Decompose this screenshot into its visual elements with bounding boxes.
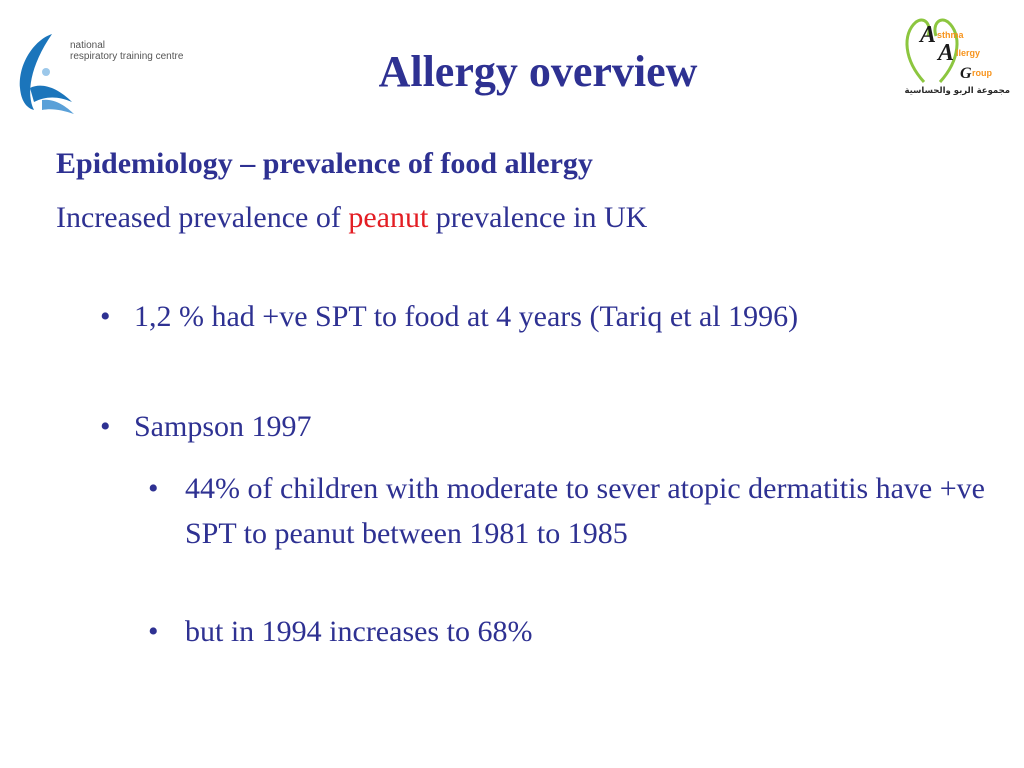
aag-word-llergy: llergy <box>956 48 981 58</box>
aag-word-roup: roup <box>972 68 992 78</box>
intro-highlight-peanut: peanut <box>348 201 429 234</box>
intro-text-before: Increased prevalence of <box>56 201 349 234</box>
nrtc-name-line-1: national <box>70 40 106 51</box>
sub-bullet-item <box>148 466 988 556</box>
section-subtitle: Epidemiology – prevalence of food allergy <box>56 147 593 180</box>
nrtc-name-line-2: respiratory training centre <box>70 51 184 62</box>
sub-bullet-text: but in 1994 increases to 68% <box>185 615 533 648</box>
aag-letter-g: G <box>960 65 972 82</box>
intro-line <box>56 201 647 235</box>
intro-text-after: prevalence in UK <box>428 201 648 234</box>
bullet-dot: • <box>148 615 159 648</box>
aag-arabic-name: مجموعة الربو والحساسية <box>904 86 1010 96</box>
bullet-text: Sampson 1997 <box>134 410 312 443</box>
bullet-dot: • <box>100 410 111 443</box>
aag-word-sthma: sthma <box>937 30 964 40</box>
aag-letter-a1: A <box>920 22 937 48</box>
bullet-item <box>100 410 1000 444</box>
bullet-dot: • <box>148 472 159 505</box>
bullet-item <box>100 300 1000 334</box>
sub-bullet-text: 44% of children with moderate to sever atopic dermatitis have +ve SPT to peanut between 1981 to 1985 <box>185 472 985 550</box>
slide-title: Allergy overview <box>378 47 698 96</box>
bullet-dot: • <box>100 300 111 333</box>
sub-bullet-item <box>148 615 988 649</box>
aag-letter-a2: A <box>938 40 955 66</box>
bullet-text: 1,2 % had +ve SPT to food at 4 years (Tariq et al 1996) <box>134 300 799 333</box>
